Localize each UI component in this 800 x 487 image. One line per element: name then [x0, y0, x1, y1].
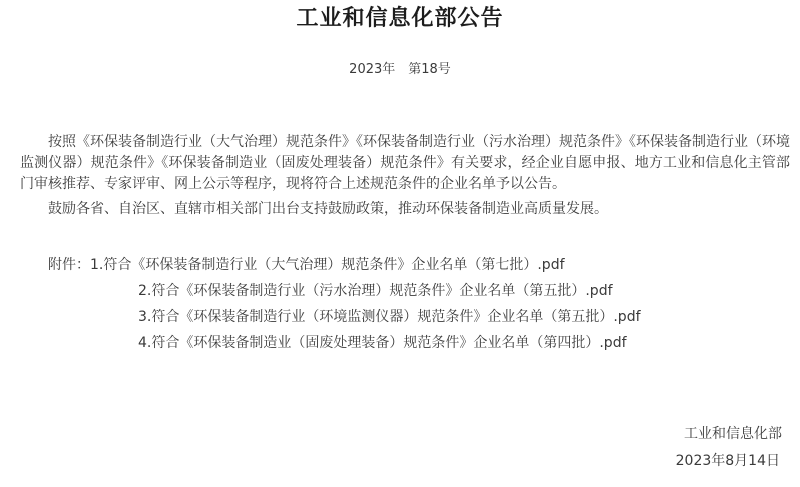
attachment-row — [20, 304, 790, 330]
issue-number: 2023年 第18号 — [349, 62, 451, 77]
attachment-link-4[interactable]: 4.符合《环保装备制造业（固废处理装备）规范条件》企业名单（第四批）.pdf — [138, 335, 627, 351]
signature-date: 2023年8月14日 — [675, 453, 780, 469]
attachments-label: 附件： — [48, 257, 90, 273]
attachment-link-3[interactable]: 3.符合《环保装备制造行业（环境监测仪器）规范条件》企业名单（第五批）.pdf — [138, 309, 641, 325]
page-title: 工业和信息化部公告 — [296, 6, 504, 31]
signature-issuer: 工业和信息化部 — [684, 426, 782, 442]
attachment-row — [20, 252, 790, 278]
paragraph-requirements: 按照《环保装备制造行业（大气治理）规范条件》《环保装备制造行业（污水治理）规范条件》《环保装备制造行业（环境监测仪器）规范条件》《环保装备制造业（固废处理装备）规范条件》有关要求，经企业自愿申报、地方工业和信息化主管部门审核推荐、专家评审、网上公示等程序，现将符合上述规范条件的企业名单予以公告。 — [20, 134, 790, 192]
signature-block — [676, 421, 782, 475]
attachment-link-2[interactable]: 2.符合《环保装备制造行业（污水治理）规范条件》企业名单（第五批）.pdf — [138, 283, 613, 299]
attachment-link-1[interactable]: 1.符合《环保装备制造行业（大气治理）规范条件》企业名单（第七批）.pdf — [90, 257, 565, 273]
paragraph-encouragement: 鼓励各省、自治区、直辖市相关部门出台支持鼓励政策，推动环保装备制造业高质量发展。 — [48, 201, 608, 217]
announcement-body — [20, 132, 790, 220]
attachment-row — [20, 278, 790, 304]
attachment-row — [20, 330, 790, 356]
attachments-section — [20, 252, 790, 356]
